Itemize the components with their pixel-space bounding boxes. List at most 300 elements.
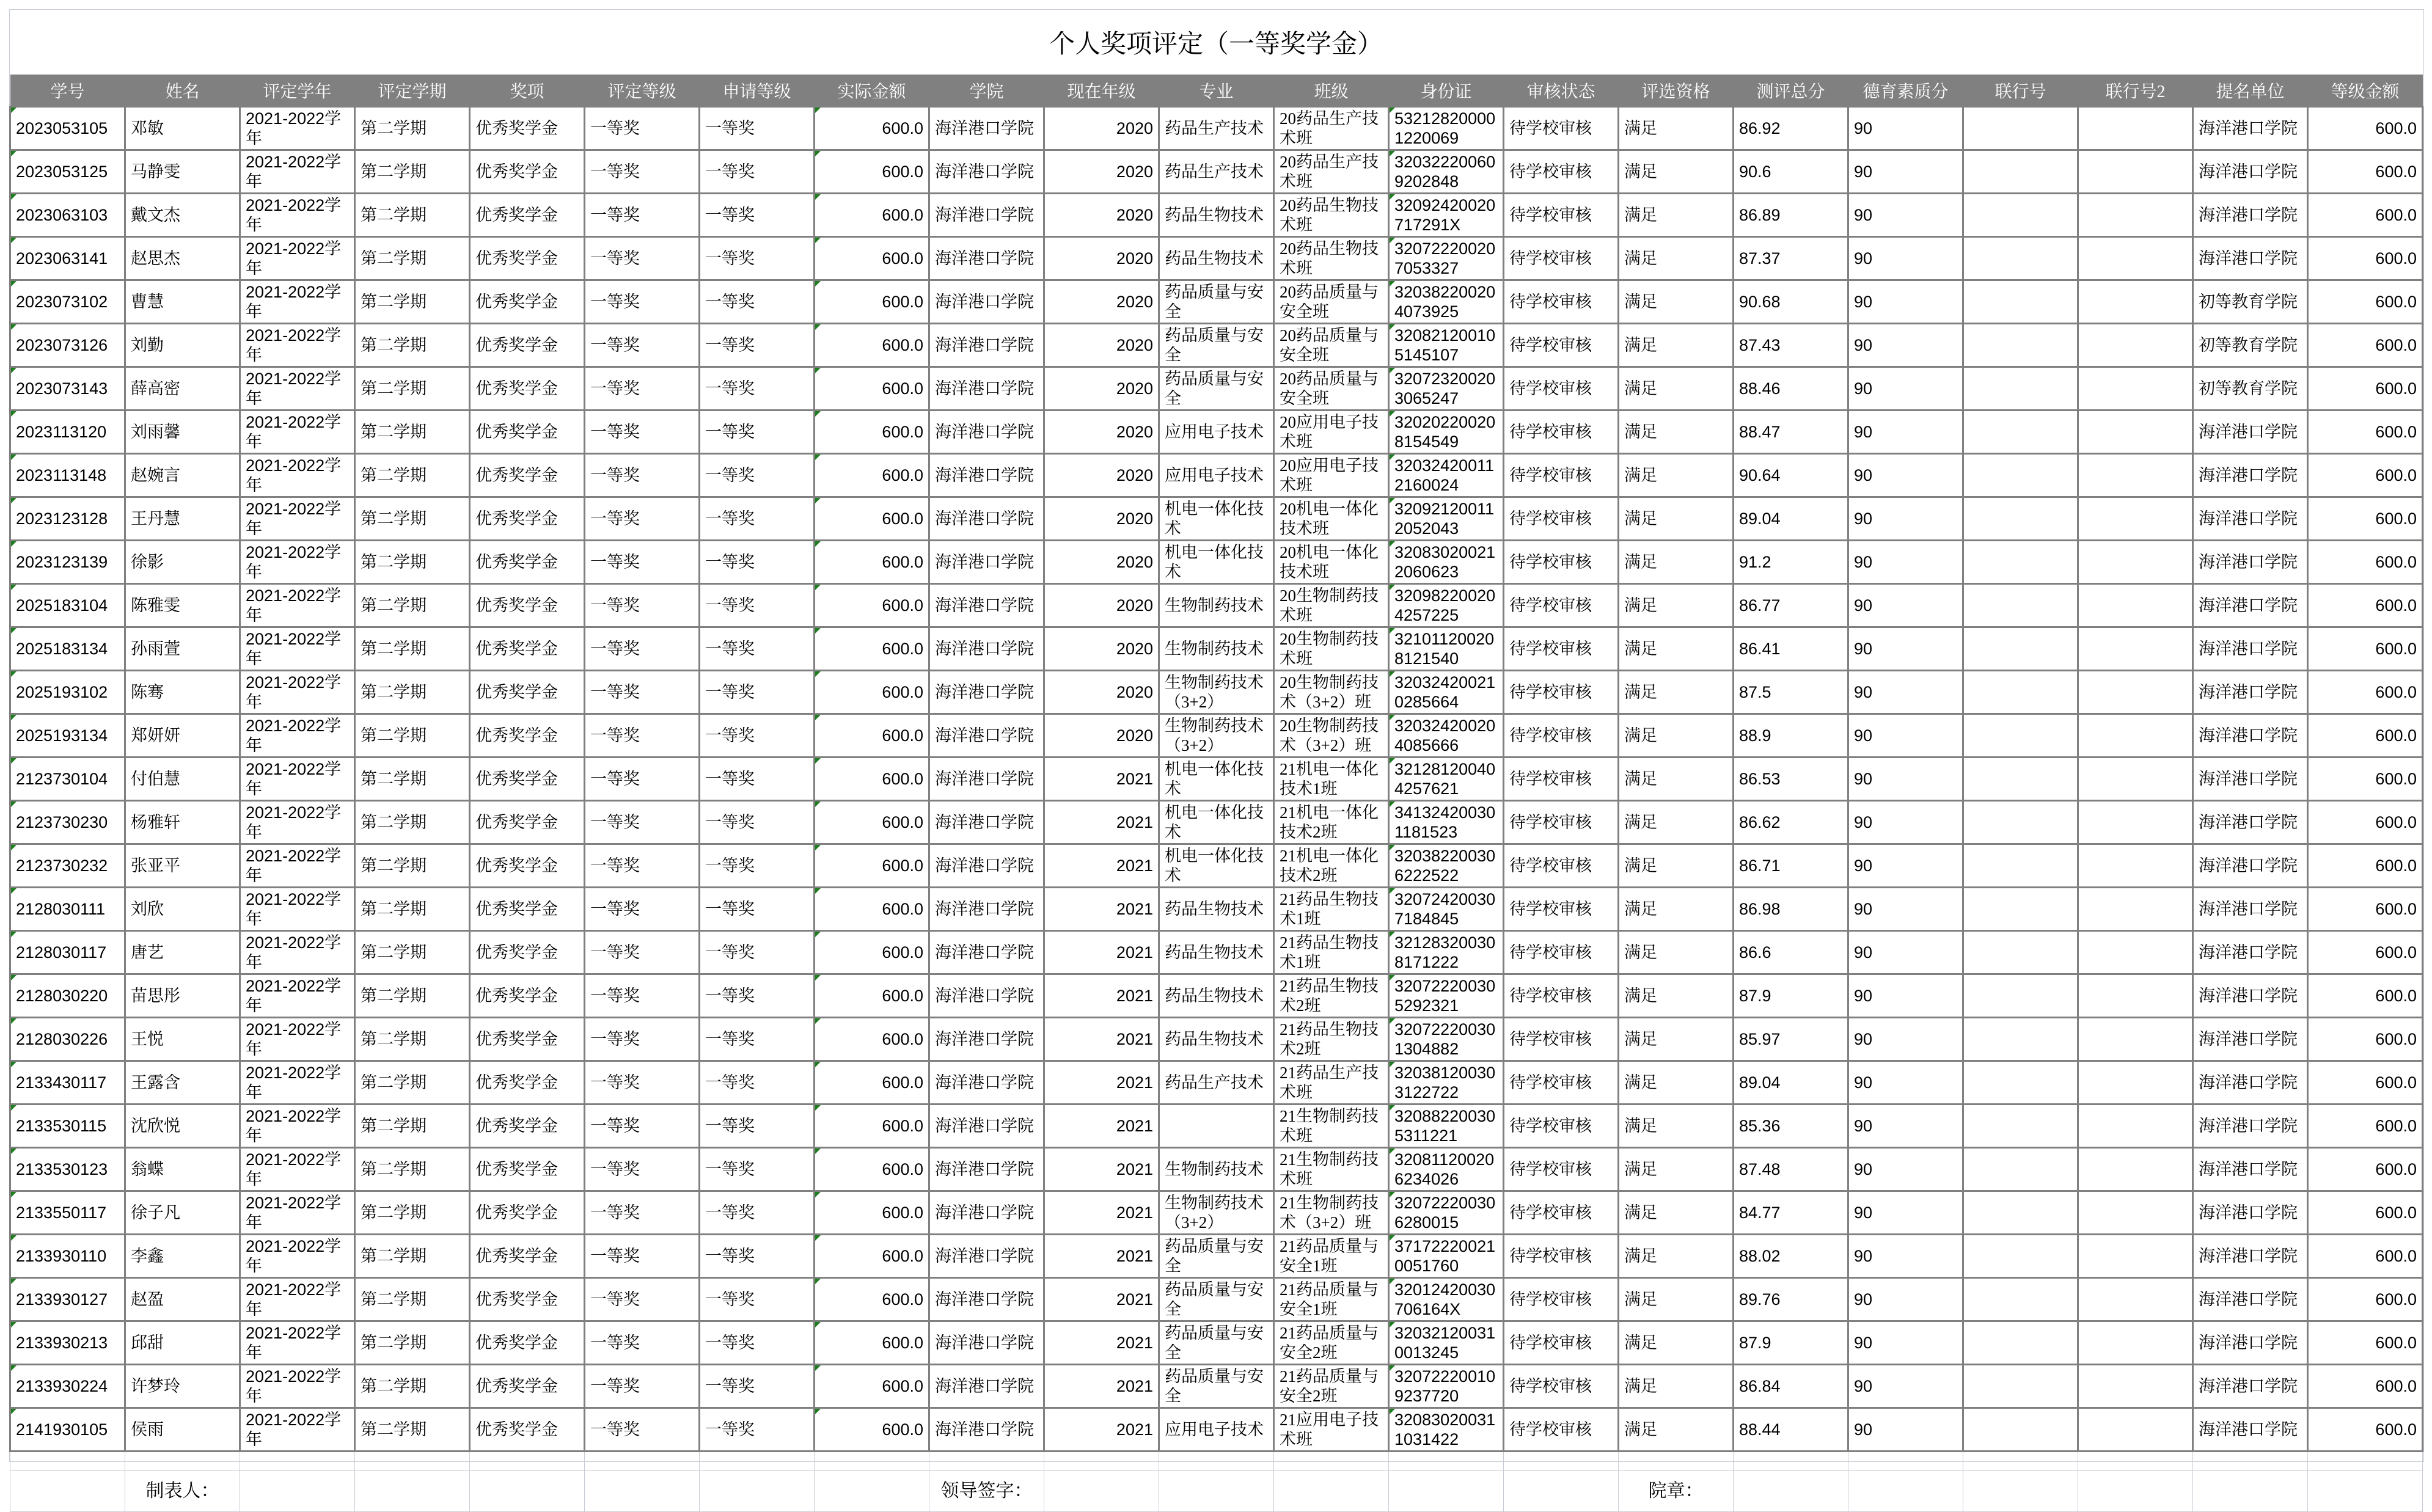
cell-total-score[interactable]: 88.47 — [1734, 411, 1848, 454]
cell-award[interactable]: 优秀奖学金 — [470, 1018, 585, 1061]
cell-nominating-unit[interactable]: 海洋港口学院 — [2193, 497, 2308, 541]
cell-name[interactable]: 徐子凡 — [125, 1191, 240, 1235]
cell-eval-year[interactable]: 2021-2022学年 — [240, 1278, 355, 1321]
cell-college[interactable]: 海洋港口学院 — [929, 237, 1044, 280]
cell-eval-level[interactable]: 一等奖 — [585, 1278, 700, 1321]
cell-bank-code[interactable] — [1963, 541, 2078, 584]
cell-class[interactable]: 20生物制药技术（3+2）班 — [1274, 671, 1389, 714]
cell-bank-code-2[interactable] — [2078, 974, 2193, 1018]
cell-actual-amount[interactable]: 600.0 — [815, 1191, 929, 1235]
cell-student-id[interactable]: 2128030220 — [10, 974, 125, 1018]
cell-actual-amount[interactable]: 600.0 — [815, 497, 929, 541]
cell-nominating-unit[interactable]: 海洋港口学院 — [2193, 801, 2308, 844]
cell-student-id[interactable]: 2025183134 — [10, 627, 125, 671]
cell-bank-code[interactable] — [1963, 1321, 2078, 1365]
cell-total-score[interactable]: 85.36 — [1734, 1105, 1848, 1148]
cell-major[interactable]: 生物制药技术 — [1159, 1148, 1274, 1191]
cell-actual-amount[interactable]: 600.0 — [815, 974, 929, 1018]
column-header[interactable]: 姓名 — [125, 75, 240, 107]
cell-apply-level[interactable]: 一等奖 — [700, 107, 815, 150]
blank-cell[interactable] — [1274, 1452, 1389, 1471]
cell-student-id[interactable]: 2023073143 — [10, 367, 125, 411]
column-header[interactable]: 学院 — [929, 75, 1044, 107]
cell-bank-code[interactable] — [1963, 411, 2078, 454]
cell-moral-score[interactable]: 90 — [1848, 931, 1963, 974]
cell-apply-level[interactable]: 一等奖 — [700, 1061, 815, 1105]
blank-cell[interactable] — [355, 1471, 470, 1512]
cell-major[interactable]: 机电一体化技术 — [1159, 844, 1274, 888]
cell-college[interactable]: 海洋港口学院 — [929, 1235, 1044, 1278]
cell-bank-code-2[interactable] — [2078, 1321, 2193, 1365]
cell-moral-score[interactable]: 90 — [1848, 541, 1963, 584]
cell-apply-level[interactable]: 一等奖 — [700, 1148, 815, 1191]
blank-cell[interactable] — [1504, 1471, 1619, 1512]
cell-bank-code-2[interactable] — [2078, 107, 2193, 150]
cell-award[interactable]: 优秀奖学金 — [470, 280, 585, 324]
cell-moral-score[interactable]: 90 — [1848, 280, 1963, 324]
cell-total-score[interactable]: 86.98 — [1734, 888, 1848, 931]
cell-review-status[interactable]: 待学校审核 — [1504, 541, 1619, 584]
cell-major[interactable]: 药品生物技术 — [1159, 1018, 1274, 1061]
cell-level-amount[interactable]: 600.0 — [2308, 541, 2423, 584]
cell-eval-year[interactable]: 2021-2022学年 — [240, 280, 355, 324]
cell-bank-code[interactable] — [1963, 1278, 2078, 1321]
cell-current-grade[interactable]: 2021 — [1044, 844, 1159, 888]
cell-nominating-unit[interactable]: 海洋港口学院 — [2193, 584, 2308, 627]
blank-cell[interactable] — [1159, 1452, 1274, 1471]
cell-actual-amount[interactable]: 600.0 — [815, 1408, 929, 1452]
cell-major[interactable]: 机电一体化技术 — [1159, 801, 1274, 844]
cell-current-grade[interactable]: 2020 — [1044, 714, 1159, 758]
cell-major[interactable]: 生物制药技术（3+2） — [1159, 714, 1274, 758]
blank-cell[interactable] — [1734, 1471, 1848, 1512]
cell-bank-code-2[interactable] — [2078, 1235, 2193, 1278]
signature-label[interactable]: 领导签字： — [929, 1471, 1044, 1512]
blank-cell[interactable] — [1619, 1452, 1734, 1471]
column-header[interactable]: 身份证 — [1389, 75, 1504, 107]
cell-eligibility[interactable]: 满足 — [1619, 1408, 1734, 1452]
blank-cell[interactable] — [2308, 1471, 2423, 1512]
cell-eval-term[interactable]: 第二学期 — [355, 1105, 470, 1148]
cell-award[interactable]: 优秀奖学金 — [470, 974, 585, 1018]
cell-eval-year[interactable]: 2021-2022学年 — [240, 1191, 355, 1235]
cell-eval-level[interactable]: 一等奖 — [585, 627, 700, 671]
cell-bank-code-2[interactable] — [2078, 627, 2193, 671]
cell-actual-amount[interactable]: 600.0 — [815, 1235, 929, 1278]
cell-class[interactable]: 20生物制药技术班 — [1274, 627, 1389, 671]
cell-total-score[interactable]: 89.04 — [1734, 1061, 1848, 1105]
cell-student-id[interactable]: 2133930110 — [10, 1235, 125, 1278]
cell-bank-code[interactable] — [1963, 367, 2078, 411]
cell-class[interactable]: 21药品质量与安全1班 — [1274, 1278, 1389, 1321]
cell-current-grade[interactable]: 2021 — [1044, 1365, 1159, 1408]
cell-major[interactable]: 机电一体化技术 — [1159, 541, 1274, 584]
blank-cell[interactable] — [815, 1471, 929, 1512]
cell-award[interactable]: 优秀奖学金 — [470, 931, 585, 974]
cell-name[interactable]: 陈骞 — [125, 671, 240, 714]
cell-nominating-unit[interactable]: 海洋港口学院 — [2193, 888, 2308, 931]
cell-eval-year[interactable]: 2021-2022学年 — [240, 107, 355, 150]
cell-eligibility[interactable]: 满足 — [1619, 1018, 1734, 1061]
cell-id-card[interactable]: 320882200305311221 — [1389, 1105, 1504, 1148]
blank-cell[interactable] — [470, 1471, 585, 1512]
blank-cell[interactable] — [1963, 1471, 2078, 1512]
cell-review-status[interactable]: 待学校审核 — [1504, 974, 1619, 1018]
cell-college[interactable]: 海洋港口学院 — [929, 1365, 1044, 1408]
cell-award[interactable]: 优秀奖学金 — [470, 324, 585, 367]
cell-name[interactable]: 陈雅雯 — [125, 584, 240, 627]
cell-apply-level[interactable]: 一等奖 — [700, 714, 815, 758]
cell-nominating-unit[interactable]: 海洋港口学院 — [2193, 758, 2308, 801]
cell-bank-code-2[interactable] — [2078, 541, 2193, 584]
cell-major[interactable]: 机电一体化技术 — [1159, 758, 1274, 801]
cell-nominating-unit[interactable]: 海洋港口学院 — [2193, 1191, 2308, 1235]
cell-eval-term[interactable]: 第二学期 — [355, 1018, 470, 1061]
cell-award[interactable]: 优秀奖学金 — [470, 1321, 585, 1365]
cell-total-score[interactable]: 87.43 — [1734, 324, 1848, 367]
cell-major[interactable]: 药品生物技术 — [1159, 237, 1274, 280]
cell-id-card[interactable]: 320811200206234026 — [1389, 1148, 1504, 1191]
cell-bank-code[interactable] — [1963, 1148, 2078, 1191]
cell-nominating-unit[interactable]: 海洋港口学院 — [2193, 1365, 2308, 1408]
cell-eval-term[interactable]: 第二学期 — [355, 801, 470, 844]
cell-id-card[interactable]: 321283200308171222 — [1389, 931, 1504, 974]
cell-bank-code[interactable] — [1963, 1018, 2078, 1061]
cell-student-id[interactable]: 2023063103 — [10, 194, 125, 237]
column-header[interactable]: 联行号2 — [2078, 75, 2193, 107]
cell-bank-code[interactable] — [1963, 671, 2078, 714]
cell-nominating-unit[interactable]: 海洋港口学院 — [2193, 1321, 2308, 1365]
cell-name[interactable]: 曹慧 — [125, 280, 240, 324]
cell-bank-code-2[interactable] — [2078, 367, 2193, 411]
cell-eval-level[interactable]: 一等奖 — [585, 1408, 700, 1452]
cell-actual-amount[interactable]: 600.0 — [815, 758, 929, 801]
cell-current-grade[interactable]: 2021 — [1044, 1191, 1159, 1235]
cell-actual-amount[interactable]: 600.0 — [815, 584, 929, 627]
cell-bank-code-2[interactable] — [2078, 1018, 2193, 1061]
cell-eval-year[interactable]: 2021-2022学年 — [240, 1235, 355, 1278]
cell-review-status[interactable]: 待学校审核 — [1504, 324, 1619, 367]
cell-eval-level[interactable]: 一等奖 — [585, 324, 700, 367]
cell-eval-year[interactable]: 2021-2022学年 — [240, 1365, 355, 1408]
cell-total-score[interactable]: 88.44 — [1734, 1408, 1848, 1452]
cell-review-status[interactable]: 待学校审核 — [1504, 150, 1619, 194]
cell-level-amount[interactable]: 600.0 — [2308, 237, 2423, 280]
cell-eligibility[interactable]: 满足 — [1619, 844, 1734, 888]
cell-moral-score[interactable]: 90 — [1848, 194, 1963, 237]
cell-award[interactable]: 优秀奖学金 — [470, 584, 585, 627]
cell-class[interactable]: 20药品质量与安全班 — [1274, 324, 1389, 367]
cell-eval-year[interactable]: 2021-2022学年 — [240, 931, 355, 974]
cell-eval-term[interactable]: 第二学期 — [355, 1278, 470, 1321]
cell-nominating-unit[interactable]: 海洋港口学院 — [2193, 237, 2308, 280]
cell-eval-level[interactable]: 一等奖 — [585, 1018, 700, 1061]
cell-actual-amount[interactable]: 600.0 — [815, 1018, 929, 1061]
cell-class[interactable]: 20药品生物技术班 — [1274, 194, 1389, 237]
cell-nominating-unit[interactable]: 初等教育学院 — [2193, 324, 2308, 367]
cell-level-amount[interactable]: 600.0 — [2308, 1235, 2423, 1278]
cell-major[interactable]: 应用电子技术 — [1159, 1408, 1274, 1452]
cell-current-grade[interactable]: 2021 — [1044, 1278, 1159, 1321]
cell-level-amount[interactable]: 600.0 — [2308, 974, 2423, 1018]
cell-eval-term[interactable]: 第二学期 — [355, 1235, 470, 1278]
cell-name[interactable]: 王丹慧 — [125, 497, 240, 541]
cell-apply-level[interactable]: 一等奖 — [700, 801, 815, 844]
cell-level-amount[interactable]: 600.0 — [2308, 844, 2423, 888]
cell-apply-level[interactable]: 一等奖 — [700, 411, 815, 454]
cell-id-card[interactable]: 320982200204257225 — [1389, 584, 1504, 627]
cell-major[interactable]: 机电一体化技术 — [1159, 497, 1274, 541]
cell-bank-code-2[interactable] — [2078, 801, 2193, 844]
cell-eval-term[interactable]: 第二学期 — [355, 541, 470, 584]
cell-eval-level[interactable]: 一等奖 — [585, 280, 700, 324]
cell-class[interactable]: 20机电一体化技术班 — [1274, 541, 1389, 584]
cell-major[interactable]: 药品质量与安全 — [1159, 1365, 1274, 1408]
cell-current-grade[interactable]: 2020 — [1044, 454, 1159, 497]
cell-moral-score[interactable]: 90 — [1848, 844, 1963, 888]
cell-id-card[interactable]: 320322200609202848 — [1389, 150, 1504, 194]
cell-college[interactable]: 海洋港口学院 — [929, 758, 1044, 801]
cell-class[interactable]: 21药品生产技术班 — [1274, 1061, 1389, 1105]
cell-college[interactable]: 海洋港口学院 — [929, 541, 1044, 584]
cell-class[interactable]: 21药品生物技术2班 — [1274, 974, 1389, 1018]
cell-current-grade[interactable]: 2021 — [1044, 801, 1159, 844]
blank-cell[interactable] — [1044, 1471, 1159, 1512]
cell-name[interactable]: 刘雨馨 — [125, 411, 240, 454]
cell-id-card[interactable]: 320382200306222522 — [1389, 844, 1504, 888]
cell-total-score[interactable]: 91.2 — [1734, 541, 1848, 584]
cell-total-score[interactable]: 88.02 — [1734, 1235, 1848, 1278]
blank-cell[interactable] — [2078, 1471, 2193, 1512]
cell-eval-term[interactable]: 第二学期 — [355, 1148, 470, 1191]
cell-apply-level[interactable]: 一等奖 — [700, 324, 815, 367]
cell-eligibility[interactable]: 满足 — [1619, 454, 1734, 497]
cell-award[interactable]: 优秀奖学金 — [470, 497, 585, 541]
cell-major[interactable]: 药品生物技术 — [1159, 888, 1274, 931]
cell-award[interactable]: 优秀奖学金 — [470, 1191, 585, 1235]
cell-bank-code[interactable] — [1963, 758, 2078, 801]
cell-apply-level[interactable]: 一等奖 — [700, 888, 815, 931]
cell-student-id[interactable]: 2128030226 — [10, 1018, 125, 1061]
cell-actual-amount[interactable]: 600.0 — [815, 1148, 929, 1191]
cell-college[interactable]: 海洋港口学院 — [929, 584, 1044, 627]
cell-student-id[interactable]: 2023073126 — [10, 324, 125, 367]
cell-student-id[interactable]: 2133930213 — [10, 1321, 125, 1365]
cell-level-amount[interactable]: 600.0 — [2308, 627, 2423, 671]
cell-current-grade[interactable]: 2020 — [1044, 107, 1159, 150]
column-header[interactable]: 提名单位 — [2193, 75, 2308, 107]
cell-moral-score[interactable]: 90 — [1848, 1278, 1963, 1321]
cell-actual-amount[interactable]: 600.0 — [815, 324, 929, 367]
cell-actual-amount[interactable]: 600.0 — [815, 1105, 929, 1148]
cell-college[interactable]: 海洋港口学院 — [929, 1105, 1044, 1148]
cell-bank-code[interactable] — [1963, 888, 2078, 931]
cell-college[interactable]: 海洋港口学院 — [929, 671, 1044, 714]
column-header[interactable]: 班级 — [1274, 75, 1389, 107]
cell-name[interactable]: 马静雯 — [125, 150, 240, 194]
cell-eval-year[interactable]: 2021-2022学年 — [240, 844, 355, 888]
cell-award[interactable]: 优秀奖学金 — [470, 367, 585, 411]
cell-apply-level[interactable]: 一等奖 — [700, 150, 815, 194]
cell-award[interactable]: 优秀奖学金 — [470, 1061, 585, 1105]
cell-current-grade[interactable]: 2020 — [1044, 150, 1159, 194]
cell-bank-code-2[interactable] — [2078, 1278, 2193, 1321]
cell-name[interactable]: 王悦 — [125, 1018, 240, 1061]
cell-current-grade[interactable]: 2021 — [1044, 1061, 1159, 1105]
cell-apply-level[interactable]: 一等奖 — [700, 194, 815, 237]
cell-eligibility[interactable]: 满足 — [1619, 411, 1734, 454]
cell-apply-level[interactable]: 一等奖 — [700, 1278, 815, 1321]
cell-eval-level[interactable]: 一等奖 — [585, 1321, 700, 1365]
cell-actual-amount[interactable]: 600.0 — [815, 194, 929, 237]
cell-eval-level[interactable]: 一等奖 — [585, 150, 700, 194]
cell-bank-code-2[interactable] — [2078, 931, 2193, 974]
cell-review-status[interactable]: 待学校审核 — [1504, 1408, 1619, 1452]
cell-name[interactable]: 邱甜 — [125, 1321, 240, 1365]
cell-level-amount[interactable]: 600.0 — [2308, 1278, 2423, 1321]
cell-id-card[interactable]: 321011200208121540 — [1389, 627, 1504, 671]
cell-actual-amount[interactable]: 600.0 — [815, 107, 929, 150]
cell-college[interactable]: 海洋港口学院 — [929, 1191, 1044, 1235]
cell-eligibility[interactable]: 满足 — [1619, 541, 1734, 584]
cell-student-id[interactable]: 2133530115 — [10, 1105, 125, 1148]
column-header[interactable]: 联行号 — [1963, 75, 2078, 107]
cell-eval-level[interactable]: 一等奖 — [585, 584, 700, 627]
cell-name[interactable]: 赵婉言 — [125, 454, 240, 497]
cell-apply-level[interactable]: 一等奖 — [700, 844, 815, 888]
cell-bank-code-2[interactable] — [2078, 1191, 2193, 1235]
cell-review-status[interactable]: 待学校审核 — [1504, 714, 1619, 758]
cell-award[interactable]: 优秀奖学金 — [470, 714, 585, 758]
cell-class[interactable]: 20生物制药技术班 — [1274, 584, 1389, 627]
cell-moral-score[interactable]: 90 — [1848, 1235, 1963, 1278]
cell-nominating-unit[interactable]: 海洋港口学院 — [2193, 1061, 2308, 1105]
cell-bank-code-2[interactable] — [2078, 584, 2193, 627]
cell-student-id[interactable]: 2023053125 — [10, 150, 125, 194]
cell-bank-code-2[interactable] — [2078, 758, 2193, 801]
cell-level-amount[interactable]: 600.0 — [2308, 888, 2423, 931]
cell-moral-score[interactable]: 90 — [1848, 1321, 1963, 1365]
signature-label[interactable]: 院章： — [1619, 1471, 1734, 1512]
cell-bank-code[interactable] — [1963, 1365, 2078, 1408]
cell-eval-year[interactable]: 2021-2022学年 — [240, 801, 355, 844]
cell-eval-level[interactable]: 一等奖 — [585, 758, 700, 801]
cell-college[interactable]: 海洋港口学院 — [929, 888, 1044, 931]
cell-student-id[interactable]: 2123730104 — [10, 758, 125, 801]
cell-total-score[interactable]: 85.97 — [1734, 1018, 1848, 1061]
cell-actual-amount[interactable]: 600.0 — [815, 1365, 929, 1408]
cell-total-score[interactable]: 89.04 — [1734, 497, 1848, 541]
blank-cell[interactable] — [1848, 1452, 1963, 1471]
cell-id-card[interactable]: 320921200112052043 — [1389, 497, 1504, 541]
cell-eval-term[interactable]: 第二学期 — [355, 627, 470, 671]
cell-name[interactable]: 杨雅轩 — [125, 801, 240, 844]
cell-eval-level[interactable]: 一等奖 — [585, 974, 700, 1018]
cell-college[interactable]: 海洋港口学院 — [929, 1408, 1044, 1452]
cell-student-id[interactable]: 2023113120 — [10, 411, 125, 454]
cell-current-grade[interactable]: 2021 — [1044, 931, 1159, 974]
cell-student-id[interactable]: 2128030117 — [10, 931, 125, 974]
cell-current-grade[interactable]: 2021 — [1044, 1105, 1159, 1148]
cell-class[interactable]: 20机电一体化技术班 — [1274, 497, 1389, 541]
cell-review-status[interactable]: 待学校审核 — [1504, 1148, 1619, 1191]
cell-level-amount[interactable]: 600.0 — [2308, 1105, 2423, 1148]
cell-eval-year[interactable]: 2021-2022学年 — [240, 974, 355, 1018]
column-header[interactable]: 实际金额 — [815, 75, 929, 107]
cell-eval-term[interactable]: 第二学期 — [355, 107, 470, 150]
cell-class[interactable]: 21应用电子技术班 — [1274, 1408, 1389, 1452]
cell-level-amount[interactable]: 600.0 — [2308, 714, 2423, 758]
cell-current-grade[interactable]: 2021 — [1044, 1321, 1159, 1365]
cell-award[interactable]: 优秀奖学金 — [470, 1148, 585, 1191]
cell-bank-code-2[interactable] — [2078, 411, 2193, 454]
cell-id-card[interactable]: 320324200210285664 — [1389, 671, 1504, 714]
cell-review-status[interactable]: 待学校审核 — [1504, 1321, 1619, 1365]
cell-moral-score[interactable]: 90 — [1848, 758, 1963, 801]
cell-eligibility[interactable]: 满足 — [1619, 237, 1734, 280]
cell-eval-level[interactable]: 一等奖 — [585, 931, 700, 974]
cell-eval-term[interactable]: 第二学期 — [355, 931, 470, 974]
cell-name[interactable]: 刘勤 — [125, 324, 240, 367]
cell-level-amount[interactable]: 600.0 — [2308, 454, 2423, 497]
cell-moral-score[interactable]: 90 — [1848, 1408, 1963, 1452]
cell-eval-year[interactable]: 2021-2022学年 — [240, 497, 355, 541]
cell-nominating-unit[interactable]: 海洋港口学院 — [2193, 411, 2308, 454]
cell-major[interactable]: 生物制药技术（3+2） — [1159, 1191, 1274, 1235]
cell-name[interactable]: 王露含 — [125, 1061, 240, 1105]
cell-class[interactable]: 21生物制药技术（3+2）班 — [1274, 1191, 1389, 1235]
cell-class[interactable]: 21生物制药技术班 — [1274, 1105, 1389, 1148]
cell-eligibility[interactable]: 满足 — [1619, 1365, 1734, 1408]
cell-eval-year[interactable]: 2021-2022学年 — [240, 150, 355, 194]
cell-actual-amount[interactable]: 600.0 — [815, 454, 929, 497]
cell-eval-term[interactable]: 第二学期 — [355, 497, 470, 541]
column-header[interactable]: 审核状态 — [1504, 75, 1619, 107]
blank-cell[interactable] — [585, 1452, 700, 1471]
cell-award[interactable]: 优秀奖学金 — [470, 758, 585, 801]
blank-cell[interactable] — [1848, 1471, 1963, 1512]
cell-eval-term[interactable]: 第二学期 — [355, 454, 470, 497]
cell-actual-amount[interactable]: 600.0 — [815, 627, 929, 671]
cell-nominating-unit[interactable]: 海洋港口学院 — [2193, 671, 2308, 714]
cell-college[interactable]: 海洋港口学院 — [929, 150, 1044, 194]
cell-major[interactable] — [1159, 1105, 1274, 1148]
cell-eval-term[interactable]: 第二学期 — [355, 671, 470, 714]
cell-current-grade[interactable]: 2021 — [1044, 974, 1159, 1018]
cell-moral-score[interactable]: 90 — [1848, 237, 1963, 280]
cell-bank-code-2[interactable] — [2078, 844, 2193, 888]
cell-college[interactable]: 海洋港口学院 — [929, 974, 1044, 1018]
cell-major[interactable]: 药品质量与安全 — [1159, 1278, 1274, 1321]
cell-student-id[interactable]: 2133550117 — [10, 1191, 125, 1235]
cell-id-card[interactable]: 320722200109237720 — [1389, 1365, 1504, 1408]
cell-eligibility[interactable]: 满足 — [1619, 931, 1734, 974]
cell-major[interactable]: 生物制药技术（3+2） — [1159, 671, 1274, 714]
cell-bank-code[interactable] — [1963, 497, 2078, 541]
cell-eval-level[interactable]: 一等奖 — [585, 1105, 700, 1148]
cell-eval-level[interactable]: 一等奖 — [585, 714, 700, 758]
cell-id-card[interactable]: 320722200207053327 — [1389, 237, 1504, 280]
cell-eval-term[interactable]: 第二学期 — [355, 1191, 470, 1235]
cell-id-card[interactable]: 320724200307184845 — [1389, 888, 1504, 931]
cell-id-card[interactable]: 320321200310013245 — [1389, 1321, 1504, 1365]
cell-bank-code[interactable] — [1963, 1191, 2078, 1235]
cell-actual-amount[interactable]: 600.0 — [815, 888, 929, 931]
cell-actual-amount[interactable]: 600.0 — [815, 237, 929, 280]
cell-id-card[interactable]: 320723200203065247 — [1389, 367, 1504, 411]
column-header[interactable]: 申请等级 — [700, 75, 815, 107]
cell-level-amount[interactable]: 600.0 — [2308, 584, 2423, 627]
